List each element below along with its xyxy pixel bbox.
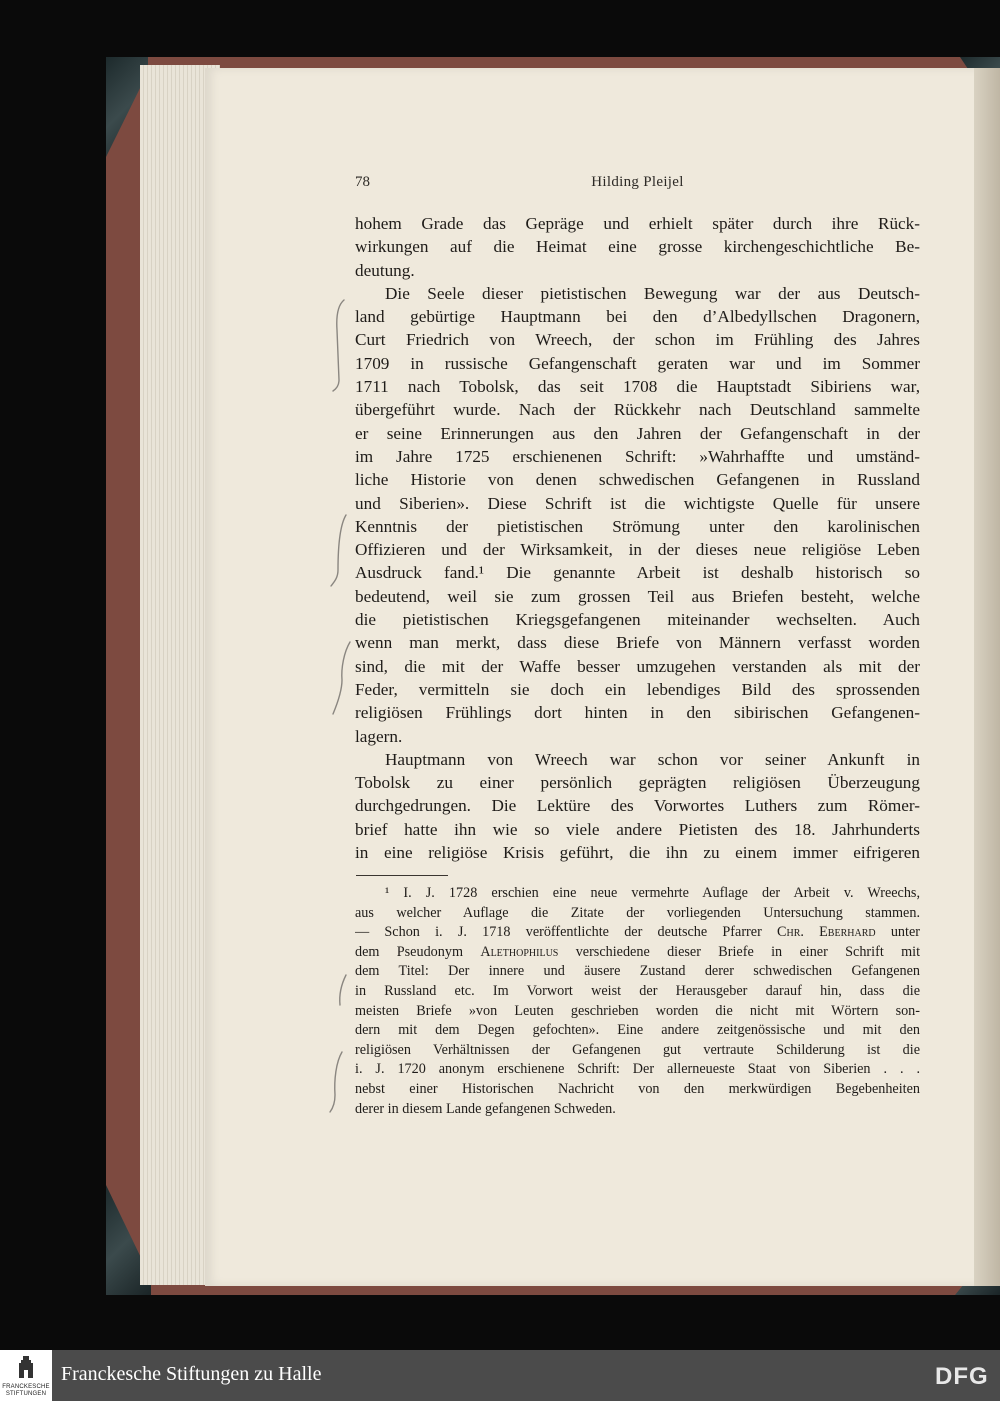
dfg-logo[interactable]: DFG	[935, 1363, 989, 1390]
footnote-text: derer in diesem Lande gefangenen Schweden.	[355, 1100, 616, 1117]
body-line: er seine Erinnerungen aus den Jahren der Gefangenschaft in der	[355, 423, 920, 443]
logo-text-line1: FRANCKESCHE	[2, 1384, 50, 1390]
footnote-line	[355, 1060, 920, 1080]
footnote-line	[355, 884, 920, 904]
body-line: 1711 nach Tobolsk, das seit 1708 die Hauptstadt Sibiriens war,	[355, 377, 920, 397]
footnote-text: nebst einer Historischen Nachricht von den merkwürdigen Begebenheiten	[355, 1080, 920, 1097]
body-line: lagern.	[355, 726, 403, 746]
footnotes	[355, 884, 920, 1119]
body-line: die pietistischen Kriegsgefangenen miteinander wechselten. Auch	[355, 610, 920, 630]
body-line: sind, die mit der Waffe besser umzugehen verstanden als mit der	[355, 656, 920, 676]
institution-logo[interactable]	[0, 1350, 52, 1401]
logo-text	[2, 1384, 50, 1398]
footnote-text: aus welcher Auflage die Zitate der vorliegenden Untersuchung stammen.	[355, 904, 920, 921]
body-text	[355, 212, 920, 864]
body-line: hohem Grade das Gepräge und erhielt später durch ihre Rück-	[355, 214, 920, 233]
body-line: und Siberien». Diese Schrift ist die wichtigste Quelle für unsere	[355, 493, 920, 513]
footnote-text: unter	[875, 924, 920, 941]
footnote-line	[355, 923, 920, 943]
body-line: deutung.	[355, 260, 415, 280]
footnote-text: dem Pseudonym	[355, 943, 481, 960]
body-line: Tobolsk zu einer persönlich geprägten religiösen Überzeugung	[355, 773, 920, 793]
body-line: Ausdruck fand.¹ Die genannte Arbeit ist deshalb historisch so	[355, 563, 920, 583]
footnote-text: — Schon i. J. 1718 veröffentlichte der deutsche Pfarrer	[355, 924, 778, 941]
footnote-line	[355, 1002, 920, 1022]
body-line: Hauptmann von Wreech war schon vor seiner Ankunft in	[385, 749, 920, 769]
running-title: Hilding Pleijel	[591, 174, 684, 190]
footnote-text: i. J. 1720 anonym erschienene Schrift: Der allerneueste Staat von Siberien . . .	[355, 1061, 920, 1078]
body-line: bedeutend, weil sie zum grossen Teil aus Briefen besteht, welche	[355, 586, 920, 606]
footnote-text: meisten Briefe »von Leuten geschrieben worden die nicht mit Wörtern son-	[355, 1002, 920, 1019]
footnote-line	[355, 1041, 920, 1061]
footnote-text: ¹ I. J. 1728 erschien eine neue vermehrte Auflage der Arbeit v. Wreechs,	[385, 885, 920, 901]
body-line: wirkungen auf die Heimat eine grosse kirchengeschichtliche Be-	[355, 237, 920, 257]
footnote-line	[355, 1080, 920, 1100]
footnote-line	[355, 904, 920, 924]
body-line: in eine religiöse Krisis geführt, die ihn zu einem immer eifrigeren	[355, 843, 920, 863]
footnote-text: dern mit dem Degen gefochten». Eine andere zeitgenössische und mit den	[355, 1022, 920, 1039]
footnote-line	[355, 962, 920, 982]
footnote-rule	[356, 875, 448, 876]
body-line: brief hatte ihn wie so viele andere Pietisten des 18. Jahrhunderts	[355, 819, 920, 839]
logo-text-line2: STIFTUNGEN	[5, 1391, 47, 1397]
footnote-text: verschiedene dieser Briefe in einer Schrift mit	[558, 943, 920, 960]
running-head	[355, 174, 920, 196]
body-line: Feder, vermitteln sie doch ein lebendiges Bild des sprossenden	[355, 679, 920, 699]
institution-name[interactable]: Franckesche Stiftungen zu Halle	[61, 1363, 322, 1385]
body-line: Offizieren und der Wirksamkeit, in der dieses neue religiöse Leben	[355, 540, 920, 560]
body-line: Die Seele dieser pietistischen Bewegung war der aus Deutsch-	[385, 283, 920, 303]
body-line: 1709 in russische Gefangenschaft geraten war und im Sommer	[355, 353, 920, 373]
footnote-text: dem Titel: Der innere und äusere Zustand derer schwedischen Gefangenen	[355, 963, 920, 980]
small-caps-name: Chr. Eberhard	[777, 924, 876, 941]
body-line: land gebürtige Hauptmann bei den d’Albedyllschen Dragonern,	[355, 307, 920, 327]
page-gutter	[974, 68, 1000, 1286]
orphanage-building-icon	[18, 1356, 34, 1378]
body-line: Curt Friedrich von Wreech, der schon im Frühling des Jahres	[355, 330, 920, 350]
footnote-line	[355, 1100, 920, 1120]
page-number: 78	[355, 174, 370, 190]
footnote-line	[355, 943, 920, 963]
footnote-text: in Russland etc. Im Vorwort weist der Herausgeber darauf hin, dass die	[355, 982, 920, 999]
body-line: im Jahre 1725 erschienenen Schrift: »Wahrhaffte und umständ-	[355, 446, 920, 466]
footnote-text: religiösen Verhältnissen der Gefangenen gut vertraute Schilderung ist die	[355, 1041, 920, 1058]
body-line: wenn man merkt, dass diese Briefe von Männern verfasst worden	[355, 633, 920, 653]
footnote-line	[355, 982, 920, 1002]
body-line: liche Historie von denen schwedischen Gefangenen in Russland	[355, 470, 920, 490]
footnote-line	[355, 1021, 920, 1041]
body-line: religiösen Frühlings dort hinten in den sibirischen Gefangenen-	[355, 703, 920, 723]
body-line: Kenntnis der pietistischen Strömung unter den karolinischen	[355, 516, 920, 536]
body-line: durchgedrungen. Die Lektüre des Vorwortes Luthers zum Römer-	[355, 796, 920, 816]
small-caps-name: Alethophilus	[480, 943, 559, 960]
body-line: übergeführt wurde. Nach der Rückkehr nach Deutschland sammelte	[355, 400, 920, 420]
